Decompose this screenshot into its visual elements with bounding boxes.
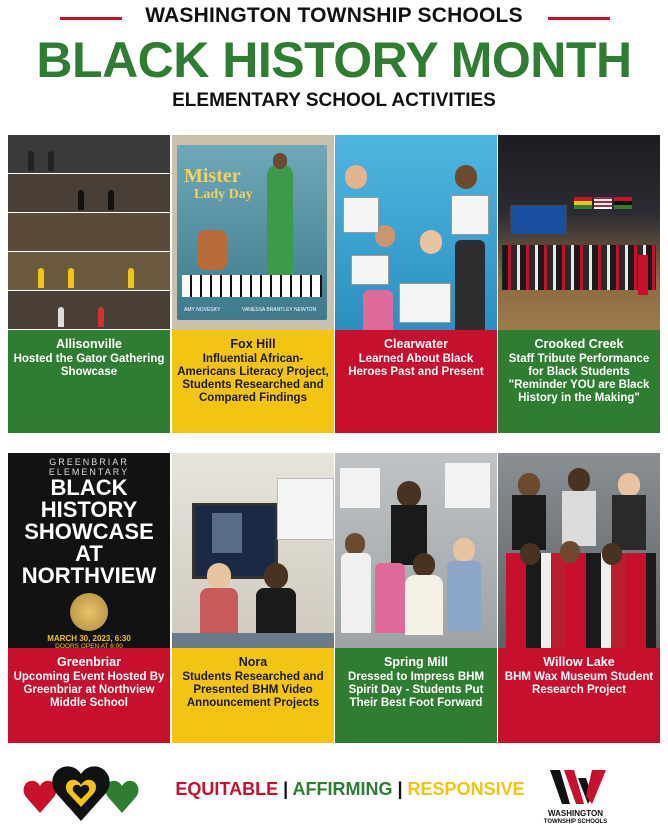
motto-equitable: EQUITABLE <box>175 779 279 799</box>
caption-fox-hill <box>172 330 334 433</box>
caption-willow-lake <box>498 648 660 743</box>
tile-greenbriar <box>8 453 170 743</box>
caption-spring-mill <box>335 648 497 743</box>
activity-description: Students Researched and Presented BHM Video Announcement Projects <box>182 671 324 709</box>
book-author: AMY NOVESKY <box>184 307 221 313</box>
photo-classroom-presentation <box>172 453 334 648</box>
tile-crooked-creek <box>498 135 660 433</box>
photo-dressed-students <box>335 453 497 648</box>
photo-wax-museum <box>498 453 660 648</box>
caption-greenbriar <box>8 648 170 743</box>
caption-crooked-creek <box>498 330 660 433</box>
activity-description: Upcoming Event Hosted By Greenbriar at Northview Middle School <box>13 671 165 709</box>
caption-clearwater <box>335 330 497 433</box>
activity-description: BHM Wax Museum Student Research Project <box>504 671 654 696</box>
photo-book-cover <box>172 135 334 330</box>
poster-school-1: GREENBRIAR <box>49 457 129 467</box>
poster-headline-2: SHOWCASE <box>24 519 154 544</box>
poster-headline-1: BLACK HISTORY <box>40 475 138 522</box>
tile-allisonville <box>8 135 170 433</box>
poster-doors: DOORS OPEN AT 6:00 <box>55 643 123 648</box>
motto <box>170 779 530 800</box>
logo-line-1: WASHINGTON <box>548 809 603 818</box>
school-name: Greenbriar <box>57 655 121 669</box>
poster-school-2: ELEMENTARY <box>48 467 130 477</box>
poster-headline-3: AT NORTHVIEW <box>21 541 157 588</box>
motto-separator: | <box>283 779 289 799</box>
book-title-1: Mister <box>184 165 241 187</box>
photo-stage-performance <box>8 135 170 330</box>
motto-responsive: RESPONSIVE <box>407 779 525 799</box>
poster-date: MARCH 30, 2023, 6:30 <box>47 634 131 643</box>
activity-description: Influential African-Americans Literacy Project, Students Researched and Compared Findings <box>177 353 329 404</box>
district-logo-icon <box>548 766 608 808</box>
tile-clearwater <box>335 135 497 433</box>
school-name: Fox Hill <box>230 337 276 351</box>
photo-staff-performance <box>498 135 660 330</box>
page-subtitle: ELEMENTARY SCHOOL ACTIVITIES <box>172 90 496 111</box>
music-note-icon <box>70 593 108 631</box>
page-title: BLACK HISTORY MONTH <box>36 32 632 88</box>
book-illustrator: VANESSA BRANTLEY NEWTON <box>242 307 317 313</box>
activity-description: Learned About Black Heroes Past and Present <box>348 353 484 378</box>
activity-description: Hosted the Gator Gathering Showcase <box>13 353 165 378</box>
school-name: Allisonville <box>56 337 122 351</box>
photo-students-with-posters <box>335 135 497 330</box>
activity-description: Staff Tribute Performance for Black Students "Reminder YOU are Black History in the Making" <box>508 353 650 404</box>
school-name: Crooked Creek <box>534 337 624 351</box>
school-name: Clearwater <box>384 337 448 351</box>
tile-willow-lake <box>498 453 660 743</box>
school-name: Spring Mill <box>384 655 448 669</box>
caption-nora <box>172 648 334 743</box>
tile-spring-mill <box>335 453 497 743</box>
school-name: Nora <box>238 655 268 669</box>
school-name: Willow Lake <box>543 655 615 669</box>
motto-affirming: AFFIRMING <box>292 779 393 799</box>
hearts-icon <box>22 763 140 823</box>
caption-allisonville <box>8 330 170 433</box>
photo-event-poster <box>8 453 170 648</box>
tile-nora <box>172 453 334 743</box>
activity-description: Dressed to Impress BHM Spirit Day - Students Put Their Best Foot Forward <box>347 671 485 709</box>
motto-separator: | <box>397 779 403 799</box>
district-logo-text <box>533 810 618 826</box>
book-title-2: Lady Day <box>194 187 253 202</box>
tile-fox-hill <box>172 135 334 433</box>
logo-line-2: TOWNSHIP SCHOOLS <box>543 819 608 825</box>
org-name: WASHINGTON TOWNSHIP SCHOOLS <box>145 4 523 27</box>
